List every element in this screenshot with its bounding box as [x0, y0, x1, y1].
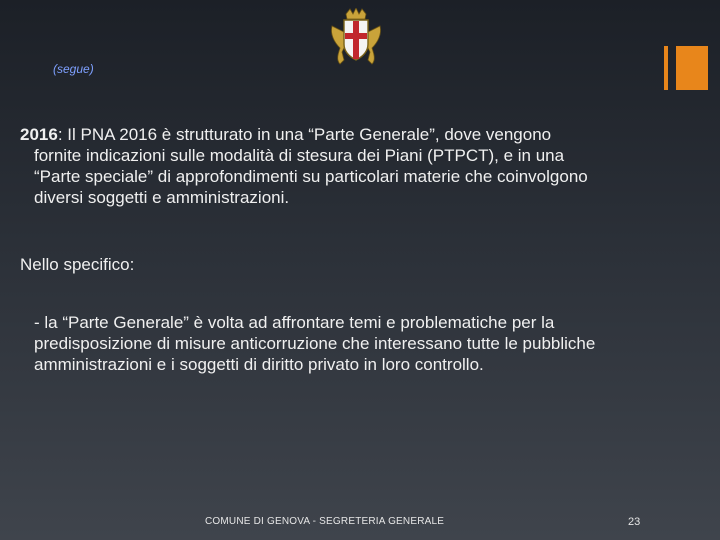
- detail-paragraph: [34, 312, 704, 375]
- intro-paragraph: [20, 124, 700, 208]
- footer-organization: COMUNE DI GENOVA - SEGRETERIA GENERALE: [205, 516, 445, 527]
- detail-line-2: predisposizione di misure anticorruzione che interessano tutte le pubbliche: [34, 334, 596, 353]
- accent-bar-thin: [664, 46, 668, 90]
- page-number: 23: [628, 516, 641, 528]
- intro-line-2: fornite indicazioni sulle modalità di stesura dei Piani (PTPCT), e in una: [34, 146, 565, 165]
- detail-line-3: amministrazioni e i soggetti di diritto privato in loro controllo.: [34, 355, 484, 374]
- section-heading: Nello specifico:: [20, 255, 135, 274]
- intro-line-1: : Il PNA 2016 è strutturato in una “Parte Generale”, dove vengono: [57, 125, 552, 144]
- continuation-label: (segue): [53, 62, 94, 76]
- genoa-coat-of-arms-icon: [328, 8, 384, 66]
- accent-bar-thick: [676, 46, 708, 90]
- detail-line-1: - la “Parte Generale” è volta ad affrontare temi e problematiche per la: [34, 313, 555, 332]
- year-label: 2016: [20, 125, 58, 144]
- intro-line-3: “Parte speciale” di approfondimenti su particolari materie che coinvolgono: [34, 167, 588, 186]
- intro-line-4: diversi soggetti e amministrazioni.: [34, 188, 290, 207]
